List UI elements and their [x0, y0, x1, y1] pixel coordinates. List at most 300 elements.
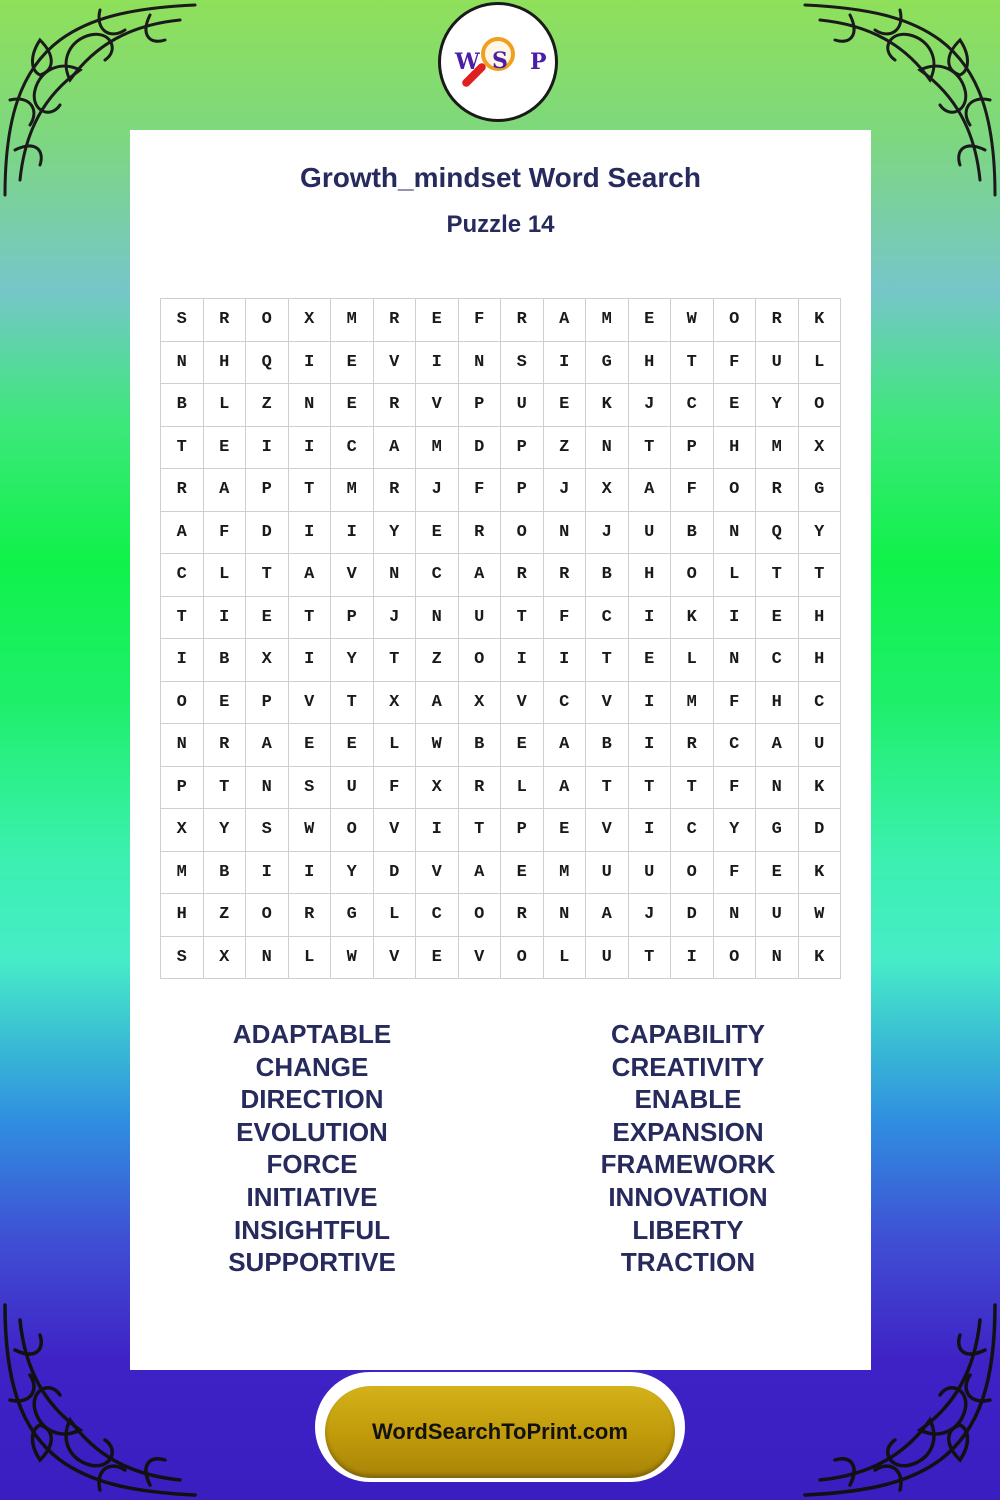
grid-cell[interactable]: T: [246, 554, 289, 597]
word-item: CREATIVITY: [611, 1051, 765, 1082]
grid-cell[interactable]: N: [756, 766, 799, 809]
grid-row: [161, 936, 841, 979]
grid-cell[interactable]: A: [543, 299, 586, 342]
grid-cell[interactable]: N: [543, 511, 586, 554]
grid-cell[interactable]: Z: [543, 426, 586, 469]
grid-cell[interactable]: V: [416, 851, 459, 894]
grid-cell[interactable]: Y: [713, 809, 756, 852]
grid-cell[interactable]: R: [458, 511, 501, 554]
grid-row: [161, 809, 841, 852]
grid-cell[interactable]: I: [543, 341, 586, 384]
grid-row: [161, 596, 841, 639]
grid-cell[interactable]: E: [543, 384, 586, 427]
grid-cell[interactable]: N: [543, 894, 586, 937]
grid-cell[interactable]: A: [161, 511, 204, 554]
grid-cell[interactable]: R: [161, 469, 204, 512]
grid-cell[interactable]: F: [543, 596, 586, 639]
grid-cell[interactable]: M: [331, 299, 374, 342]
grid-cell[interactable]: T: [798, 554, 841, 597]
grid-cell[interactable]: N: [161, 724, 204, 767]
logo-letter-s: S: [492, 48, 508, 74]
grid-cell[interactable]: T: [331, 681, 374, 724]
grid-cell[interactable]: Z: [203, 894, 246, 937]
word-item: EXPANSION: [612, 1116, 764, 1147]
grid-cell[interactable]: I: [416, 341, 459, 384]
grid-cell[interactable]: R: [203, 724, 246, 767]
grid-cell[interactable]: V: [416, 384, 459, 427]
grid-cell[interactable]: R: [756, 299, 799, 342]
grid-cell[interactable]: F: [713, 681, 756, 724]
grid-cell[interactable]: L: [543, 936, 586, 979]
grid-cell[interactable]: S: [161, 936, 204, 979]
grid-cell[interactable]: X: [458, 681, 501, 724]
grid-cell[interactable]: M: [161, 851, 204, 894]
grid-cell[interactable]: O: [246, 299, 289, 342]
word-item: TRACTION: [620, 1247, 756, 1278]
grid-cell[interactable]: C: [713, 724, 756, 767]
grid-cell[interactable]: F: [671, 469, 714, 512]
grid-cell[interactable]: C: [416, 554, 459, 597]
grid-cell[interactable]: A: [458, 851, 501, 894]
grid-cell[interactable]: N: [713, 639, 756, 682]
grid-cell[interactable]: T: [628, 936, 671, 979]
grid-cell[interactable]: N: [161, 341, 204, 384]
grid-cell[interactable]: J: [586, 511, 629, 554]
grid-cell[interactable]: W: [288, 809, 331, 852]
grid-cell[interactable]: I: [288, 851, 331, 894]
site-logo[interactable]: [438, 2, 558, 122]
grid-cell[interactable]: P: [501, 809, 544, 852]
grid-cell[interactable]: E: [288, 724, 331, 767]
grid-cell[interactable]: Z: [416, 639, 459, 682]
grid-cell[interactable]: W: [416, 724, 459, 767]
grid-cell[interactable]: C: [331, 426, 374, 469]
grid-cell[interactable]: U: [756, 894, 799, 937]
grid-cell[interactable]: E: [203, 681, 246, 724]
grid-cell[interactable]: D: [798, 809, 841, 852]
grid-cell[interactable]: D: [246, 511, 289, 554]
grid-cell[interactable]: R: [501, 299, 544, 342]
grid-cell[interactable]: S: [288, 766, 331, 809]
grid-cell[interactable]: F: [203, 511, 246, 554]
logo-letter-p: P: [530, 49, 547, 75]
word-item: EVOLUTION: [236, 1116, 388, 1147]
grid-row: [161, 554, 841, 597]
grid-cell[interactable]: H: [756, 681, 799, 724]
grid-cell[interactable]: F: [713, 851, 756, 894]
logo-letter-w: W: [455, 49, 480, 75]
grid-cell[interactable]: E: [203, 426, 246, 469]
grid-cell[interactable]: V: [458, 936, 501, 979]
grid-cell[interactable]: I: [543, 639, 586, 682]
grid-cell[interactable]: K: [671, 596, 714, 639]
grid-cell[interactable]: W: [331, 936, 374, 979]
grid-cell[interactable]: E: [713, 384, 756, 427]
grid-cell[interactable]: I: [161, 639, 204, 682]
grid-cell[interactable]: A: [458, 554, 501, 597]
website-link[interactable]: WordSearchToPrint.com: [325, 1386, 675, 1478]
grid-cell[interactable]: O: [458, 894, 501, 937]
grid-cell[interactable]: O: [671, 851, 714, 894]
grid-cell[interactable]: X: [416, 766, 459, 809]
word-list-right: [538, 1018, 838, 1279]
grid-cell[interactable]: I: [288, 341, 331, 384]
grid-row: [161, 681, 841, 724]
grid-cell[interactable]: I: [288, 511, 331, 554]
grid-cell[interactable]: R: [458, 766, 501, 809]
grid-cell[interactable]: I: [628, 681, 671, 724]
grid-cell[interactable]: X: [161, 809, 204, 852]
grid-cell[interactable]: P: [331, 596, 374, 639]
grid-row: [161, 384, 841, 427]
grid-cell[interactable]: N: [586, 426, 629, 469]
word-item: INNOVATION: [608, 1181, 768, 1212]
grid-cell[interactable]: D: [671, 894, 714, 937]
grid-cell[interactable]: R: [288, 894, 331, 937]
grid-cell[interactable]: E: [501, 851, 544, 894]
grid-cell[interactable]: D: [458, 426, 501, 469]
page-title: Growth_mindset Word Search: [300, 162, 701, 193]
grid-cell[interactable]: P: [246, 681, 289, 724]
grid-cell[interactable]: P: [501, 426, 544, 469]
grid-cell[interactable]: A: [543, 724, 586, 767]
grid-cell[interactable]: U: [628, 511, 671, 554]
grid-cell[interactable]: F: [458, 299, 501, 342]
grid-cell[interactable]: X: [203, 936, 246, 979]
grid-cell[interactable]: H: [798, 596, 841, 639]
word-item: LIBERTY: [632, 1214, 744, 1245]
word-list-left: [162, 1018, 462, 1279]
grid-cell[interactable]: I: [671, 936, 714, 979]
grid-cell[interactable]: I: [203, 596, 246, 639]
grid-cell[interactable]: T: [586, 639, 629, 682]
grid-cell[interactable]: N: [246, 766, 289, 809]
grid-cell[interactable]: K: [798, 299, 841, 342]
grid-cell[interactable]: L: [798, 341, 841, 384]
grid-cell[interactable]: M: [543, 851, 586, 894]
grid-cell[interactable]: U: [458, 596, 501, 639]
grid-cell[interactable]: I: [501, 639, 544, 682]
grid-cell[interactable]: O: [161, 681, 204, 724]
grid-cell[interactable]: M: [416, 426, 459, 469]
grid-cell[interactable]: N: [373, 554, 416, 597]
grid-cell[interactable]: N: [416, 596, 459, 639]
grid-cell[interactable]: T: [203, 766, 246, 809]
grid-cell[interactable]: R: [501, 894, 544, 937]
grid-cell[interactable]: W: [798, 894, 841, 937]
footer-badge: [315, 1372, 685, 1482]
grid-cell[interactable]: Y: [331, 639, 374, 682]
grid-cell[interactable]: A: [543, 766, 586, 809]
grid-cell[interactable]: F: [458, 469, 501, 512]
grid-cell[interactable]: M: [331, 469, 374, 512]
grid-cell[interactable]: E: [331, 384, 374, 427]
grid-cell[interactable]: O: [501, 511, 544, 554]
grid-cell[interactable]: T: [161, 426, 204, 469]
grid-cell[interactable]: N: [246, 936, 289, 979]
grid-cell[interactable]: H: [203, 341, 246, 384]
grid-cell[interactable]: I: [288, 639, 331, 682]
grid-cell[interactable]: A: [373, 426, 416, 469]
grid-cell[interactable]: A: [416, 681, 459, 724]
grid-cell[interactable]: T: [288, 469, 331, 512]
grid-cell[interactable]: F: [713, 766, 756, 809]
grid-cell[interactable]: T: [288, 596, 331, 639]
grid-cell[interactable]: L: [713, 554, 756, 597]
grid-cell[interactable]: Z: [246, 384, 289, 427]
word-item: CHANGE: [255, 1051, 369, 1082]
grid-cell[interactable]: A: [756, 724, 799, 767]
grid-cell[interactable]: V: [586, 809, 629, 852]
grid-cell[interactable]: E: [416, 936, 459, 979]
grid-cell[interactable]: F: [373, 766, 416, 809]
grid-row: [161, 894, 841, 937]
grid-cell[interactable]: C: [543, 681, 586, 724]
grid-cell[interactable]: I: [416, 809, 459, 852]
grid-cell[interactable]: B: [161, 384, 204, 427]
grid-cell[interactable]: K: [586, 384, 629, 427]
word-item: DIRECTION: [240, 1084, 384, 1115]
grid-cell[interactable]: O: [246, 894, 289, 937]
grid-cell[interactable]: L: [203, 384, 246, 427]
grid-cell[interactable]: R: [373, 384, 416, 427]
grid-cell[interactable]: H: [713, 426, 756, 469]
grid-cell[interactable]: G: [586, 341, 629, 384]
grid-cell[interactable]: S: [161, 299, 204, 342]
word-item: INITIATIVE: [246, 1181, 378, 1212]
grid-cell[interactable]: C: [416, 894, 459, 937]
grid-cell[interactable]: R: [373, 469, 416, 512]
grid-cell[interactable]: O: [713, 299, 756, 342]
grid-cell[interactable]: H: [628, 341, 671, 384]
grid-cell[interactable]: U: [798, 724, 841, 767]
grid-cell[interactable]: H: [798, 639, 841, 682]
grid-cell[interactable]: P: [246, 469, 289, 512]
grid-cell[interactable]: A: [628, 469, 671, 512]
grid-cell[interactable]: H: [161, 894, 204, 937]
grid-cell[interactable]: R: [203, 299, 246, 342]
grid-cell[interactable]: J: [628, 384, 671, 427]
grid-cell[interactable]: T: [373, 639, 416, 682]
grid-cell[interactable]: C: [798, 681, 841, 724]
grid-cell[interactable]: X: [798, 426, 841, 469]
grid-cell[interactable]: Y: [373, 511, 416, 554]
grid-cell[interactable]: U: [586, 851, 629, 894]
grid-cell[interactable]: U: [331, 766, 374, 809]
grid-cell[interactable]: V: [331, 554, 374, 597]
grid-cell[interactable]: C: [756, 639, 799, 682]
grid-cell[interactable]: E: [756, 851, 799, 894]
grid-row: [161, 341, 841, 384]
grid-cell[interactable]: N: [713, 894, 756, 937]
grid-cell[interactable]: A: [203, 469, 246, 512]
word-item: ADAPTABLE: [232, 1019, 392, 1049]
grid-cell[interactable]: B: [586, 724, 629, 767]
grid-cell[interactable]: P: [161, 766, 204, 809]
grid-cell[interactable]: N: [458, 341, 501, 384]
grid-cell[interactable]: B: [458, 724, 501, 767]
grid-cell[interactable]: I: [246, 851, 289, 894]
grid-cell[interactable]: B: [203, 639, 246, 682]
grid-cell[interactable]: O: [798, 384, 841, 427]
word-item: FORCE: [266, 1149, 358, 1180]
grid-cell[interactable]: K: [798, 851, 841, 894]
word-item: INSIGHTFUL: [234, 1214, 390, 1245]
grid-cell[interactable]: J: [416, 469, 459, 512]
grid-cell[interactable]: M: [586, 299, 629, 342]
grid-row: [161, 724, 841, 767]
grid-cell[interactable]: O: [671, 554, 714, 597]
grid-cell[interactable]: V: [373, 809, 416, 852]
grid-cell[interactable]: Y: [203, 809, 246, 852]
grid-cell[interactable]: G: [331, 894, 374, 937]
grid-cell[interactable]: J: [628, 894, 671, 937]
grid-cell[interactable]: X: [373, 681, 416, 724]
grid-cell[interactable]: K: [798, 766, 841, 809]
grid-row: [161, 426, 841, 469]
grid-cell[interactable]: B: [671, 511, 714, 554]
grid-cell[interactable]: R: [671, 724, 714, 767]
grid-cell[interactable]: Y: [798, 511, 841, 554]
puzzle-number: Puzzle 14: [446, 211, 555, 238]
grid-row: [161, 851, 841, 894]
grid-cell[interactable]: U: [586, 936, 629, 979]
grid-cell[interactable]: Y: [756, 384, 799, 427]
grid-cell[interactable]: E: [628, 299, 671, 342]
grid-cell[interactable]: L: [373, 894, 416, 937]
word-item: ENABLE: [634, 1084, 742, 1115]
grid-cell[interactable]: L: [671, 639, 714, 682]
grid-cell[interactable]: X: [586, 469, 629, 512]
word-item: FRAMEWORK: [600, 1149, 776, 1180]
grid-cell[interactable]: P: [458, 384, 501, 427]
grid-cell[interactable]: F: [713, 341, 756, 384]
grid-cell[interactable]: K: [798, 936, 841, 979]
grid-cell[interactable]: I: [713, 596, 756, 639]
grid-cell[interactable]: R: [543, 554, 586, 597]
grid-cell[interactable]: C: [671, 809, 714, 852]
grid-cell[interactable]: L: [288, 936, 331, 979]
grid-cell[interactable]: B: [586, 554, 629, 597]
grid-cell[interactable]: J: [543, 469, 586, 512]
grid-cell[interactable]: U: [756, 341, 799, 384]
grid-cell[interactable]: X: [246, 639, 289, 682]
grid-cell[interactable]: I: [628, 596, 671, 639]
grid-cell[interactable]: C: [161, 554, 204, 597]
grid-cell[interactable]: R: [501, 554, 544, 597]
grid-cell[interactable]: N: [756, 936, 799, 979]
grid-cell[interactable]: S: [246, 809, 289, 852]
word-item: SUPPORTIVE: [228, 1247, 396, 1278]
grid-cell[interactable]: W: [671, 299, 714, 342]
grid-row: [161, 469, 841, 512]
grid-row: [161, 511, 841, 554]
grid-cell[interactable]: O: [501, 936, 544, 979]
grid-cell[interactable]: H: [628, 554, 671, 597]
grid-cell[interactable]: E: [246, 596, 289, 639]
grid-cell[interactable]: R: [373, 299, 416, 342]
grid-cell[interactable]: I: [331, 511, 374, 554]
letter-grid: [160, 298, 841, 979]
grid-cell[interactable]: T: [628, 766, 671, 809]
grid-cell[interactable]: E: [628, 639, 671, 682]
puzzle-card: [130, 130, 871, 1370]
word-item: CAPABILITY: [610, 1019, 766, 1049]
grid-cell[interactable]: V: [288, 681, 331, 724]
grid-cell[interactable]: T: [671, 341, 714, 384]
grid-cell[interactable]: T: [671, 766, 714, 809]
grid-cell[interactable]: E: [416, 299, 459, 342]
grid-cell[interactable]: A: [288, 554, 331, 597]
grid-cell[interactable]: N: [288, 384, 331, 427]
grid-cell[interactable]: T: [756, 554, 799, 597]
grid-cell[interactable]: L: [501, 766, 544, 809]
grid-cell[interactable]: P: [671, 426, 714, 469]
grid-cell[interactable]: T: [586, 766, 629, 809]
grid-cell[interactable]: T: [161, 596, 204, 639]
grid-cell[interactable]: T: [501, 596, 544, 639]
grid-cell[interactable]: M: [756, 426, 799, 469]
grid-cell[interactable]: E: [331, 341, 374, 384]
grid-cell[interactable]: L: [203, 554, 246, 597]
grid-cell[interactable]: C: [671, 384, 714, 427]
grid-cell[interactable]: E: [543, 809, 586, 852]
grid-cell[interactable]: V: [373, 936, 416, 979]
grid-cell[interactable]: O: [713, 936, 756, 979]
grid-cell[interactable]: R: [756, 469, 799, 512]
grid-cell[interactable]: E: [416, 511, 459, 554]
grid-cell[interactable]: U: [501, 384, 544, 427]
grid-cell[interactable]: Q: [756, 511, 799, 554]
grid-cell[interactable]: E: [756, 596, 799, 639]
grid-cell[interactable]: Q: [246, 341, 289, 384]
grid-cell[interactable]: I: [628, 809, 671, 852]
grid-cell[interactable]: C: [586, 596, 629, 639]
grid-cell[interactable]: T: [628, 426, 671, 469]
grid-cell[interactable]: M: [671, 681, 714, 724]
grid-cell[interactable]: V: [501, 681, 544, 724]
grid-cell[interactable]: A: [246, 724, 289, 767]
grid-cell[interactable]: N: [713, 511, 756, 554]
grid-cell[interactable]: G: [798, 469, 841, 512]
grid-cell[interactable]: I: [288, 426, 331, 469]
grid-cell[interactable]: D: [373, 851, 416, 894]
grid-cell[interactable]: E: [331, 724, 374, 767]
grid-cell[interactable]: X: [288, 299, 331, 342]
grid-cell[interactable]: O: [331, 809, 374, 852]
grid-cell[interactable]: V: [373, 341, 416, 384]
grid-cell[interactable]: L: [373, 724, 416, 767]
grid-cell[interactable]: O: [713, 469, 756, 512]
grid-cell[interactable]: T: [458, 809, 501, 852]
grid-cell[interactable]: O: [458, 639, 501, 682]
grid-cell[interactable]: I: [628, 724, 671, 767]
grid-cell[interactable]: Y: [331, 851, 374, 894]
grid-cell[interactable]: A: [586, 894, 629, 937]
grid-cell[interactable]: J: [373, 596, 416, 639]
grid-cell[interactable]: E: [501, 724, 544, 767]
grid-cell[interactable]: G: [756, 809, 799, 852]
grid-row: [161, 299, 841, 342]
grid-cell[interactable]: U: [628, 851, 671, 894]
grid-cell[interactable]: S: [501, 341, 544, 384]
grid-cell[interactable]: V: [586, 681, 629, 724]
grid-cell[interactable]: B: [203, 851, 246, 894]
grid-cell[interactable]: P: [501, 469, 544, 512]
grid-row: [161, 766, 841, 809]
grid-row: [161, 639, 841, 682]
grid-cell[interactable]: I: [246, 426, 289, 469]
